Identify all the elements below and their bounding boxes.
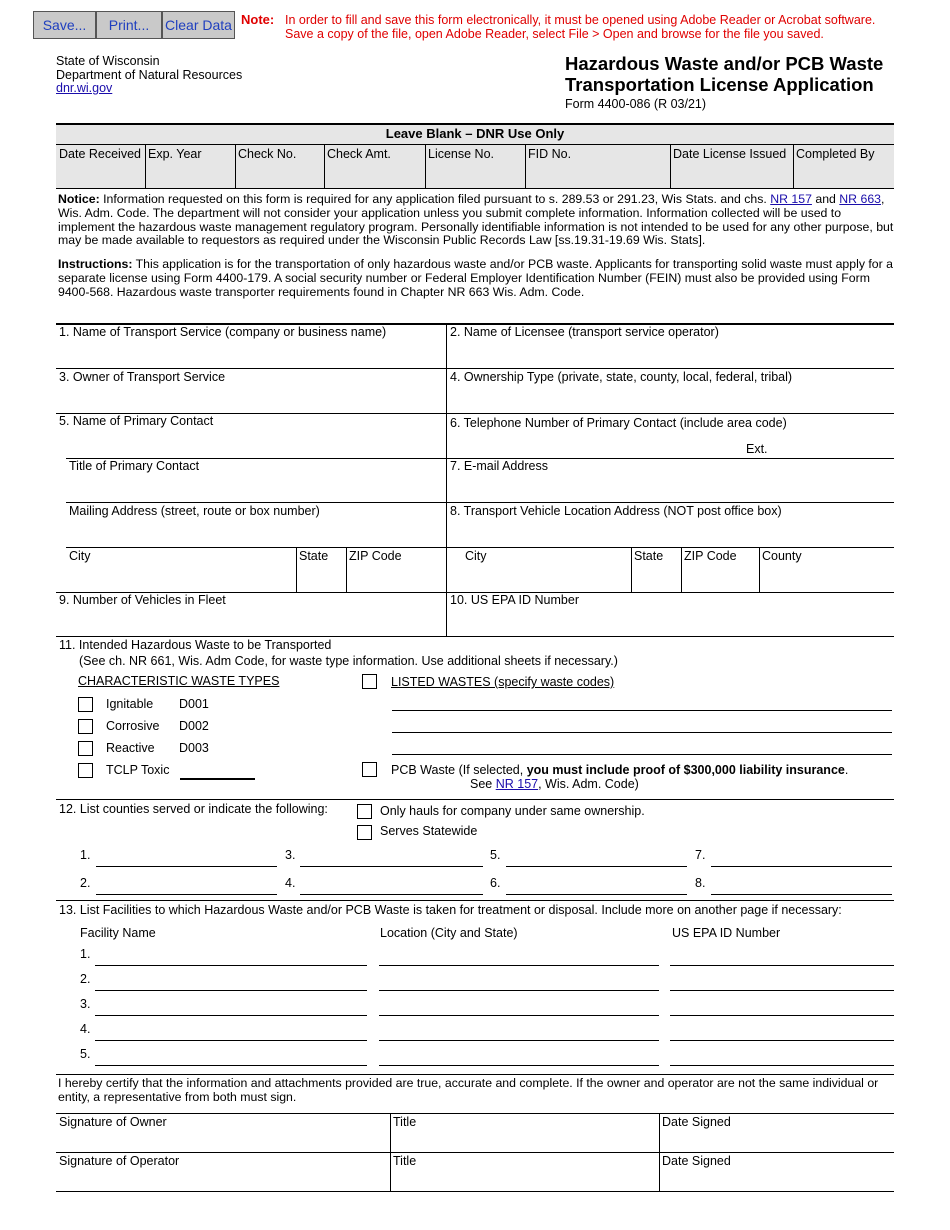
s13-title: 13. List Facilities to which Hazardous Waste and/or PCB Waste is taken for treatment or disposal. Include more on another page if necessary:	[59, 903, 842, 917]
same-ownership-checkbox[interactable]	[357, 804, 372, 819]
county-num: 6.	[490, 876, 501, 890]
county-input-1[interactable]	[96, 866, 277, 867]
tclp-toxic-code-input[interactable]	[180, 778, 255, 780]
facility-location-input-1[interactable]	[379, 965, 659, 966]
statewide-label: Serves Statewide	[380, 824, 478, 838]
operator-signature-field[interactable]: Signature of Operator	[59, 1154, 180, 1168]
operator-title-field[interactable]: Title	[393, 1154, 417, 1168]
mailing-zip-field[interactable]: ZIP Code	[349, 549, 402, 563]
notice-text-3: , Wis. Adm. Code. The department will not consider your application unless you submit complete information. Information collected will be used to implement the hazardous waste management regulatory program. Personally identifiable information is not intended to be used for any other purpose, but may be made available to requestors as required under the Wisconsin Public Records Law [ss.19.31-19.69 Wis. Stats].	[58, 192, 894, 248]
contact-title-field[interactable]: Title of Primary Contact	[69, 459, 200, 473]
instructions-paragraph	[58, 258, 894, 299]
owner-signature-field[interactable]: Signature of Owner	[59, 1115, 167, 1129]
reactive-code: D003	[179, 741, 209, 755]
transport-service-name-field[interactable]: 1. Name of Transport Service (company or business name)	[59, 325, 387, 339]
dnr-check-amt[interactable]: Check Amt.	[327, 147, 391, 161]
facility-name-input-5[interactable]	[95, 1065, 367, 1066]
email-field[interactable]: 7. E-mail Address	[450, 459, 548, 473]
agency-link[interactable]: dnr.wi.gov	[56, 81, 113, 95]
dnr-date-received[interactable]: Date Received	[59, 147, 141, 161]
listed-wastes-header: LISTED WASTES (specify waste codes)	[391, 675, 615, 689]
facility-epa-input-4[interactable]	[670, 1040, 894, 1041]
county-num: 7.	[695, 848, 706, 862]
facility-name-input-2[interactable]	[95, 990, 367, 991]
county-input-2[interactable]	[96, 894, 277, 895]
county-input-4[interactable]	[300, 894, 483, 895]
same-ownership-label: Only hauls for company under same ownership.	[380, 804, 645, 818]
dnr-use-header: Leave Blank – DNR Use Only	[385, 126, 565, 141]
listed-waste-line-3[interactable]	[392, 754, 892, 755]
notice-link-nr157[interactable]: NR 157	[770, 192, 812, 206]
owner-field[interactable]: 3. Owner of Transport Service	[59, 370, 226, 384]
facility-name-header: Facility Name	[80, 926, 156, 940]
form-title-line-2: Transportation License Application	[565, 74, 874, 95]
facility-location-header: Location (City and State)	[380, 926, 518, 940]
note-label: Note:	[241, 12, 275, 27]
facility-row-num: 3.	[80, 997, 91, 1011]
notice-text-1: Information requested on this form is required for any application filed pursuant to s. 289.53 or 291.23, Wis Stats. and chs.	[99, 192, 771, 206]
corrosive-label: Corrosive	[106, 719, 160, 733]
s11-title: 11. Intended Hazardous Waste to be Transported	[59, 638, 332, 652]
corrosive-checkbox[interactable]	[78, 719, 93, 734]
dnr-date-license-issued[interactable]: Date License Issued	[673, 147, 787, 161]
location-county-field[interactable]: County	[762, 549, 802, 563]
facility-row-num: 1.	[80, 947, 91, 961]
operator-date-field[interactable]: Date Signed	[662, 1154, 731, 1168]
owner-date-field[interactable]: Date Signed	[662, 1115, 731, 1129]
facility-name-input-3[interactable]	[95, 1015, 367, 1016]
listed-wastes-checkbox[interactable]	[362, 674, 377, 689]
notice-link-nr663[interactable]: NR 663	[839, 192, 881, 206]
notice-paragraph	[58, 193, 894, 248]
facility-row-num: 4.	[80, 1022, 91, 1036]
dnr-check-no[interactable]: Check No.	[238, 147, 297, 161]
certification-text: I hereby certify that the information and attachments provided are true, accurate and complete. If the owner and operator are not the same individual or entity, a representative from both must sign.	[58, 1076, 879, 1104]
facility-epa-input-1[interactable]	[670, 965, 894, 966]
listed-waste-line-1[interactable]	[392, 710, 892, 711]
facility-location-input-3[interactable]	[379, 1015, 659, 1016]
facility-row-num: 2.	[80, 972, 91, 986]
s12-title: 12. List counties served or indicate the following:	[59, 802, 328, 816]
epa-id-field[interactable]: 10. US EPA ID Number	[450, 593, 579, 607]
ignitable-label: Ignitable	[106, 697, 154, 711]
facility-epa-id-header: US EPA ID Number	[672, 926, 781, 940]
pcb-link-nr157[interactable]: NR 157	[495, 777, 539, 791]
county-num: 1.	[80, 848, 91, 862]
save-button[interactable]: Save...	[33, 11, 96, 39]
location-state-field[interactable]: State	[634, 549, 664, 563]
dnr-fid-no[interactable]: FID No.	[528, 147, 572, 161]
facility-location-input-4[interactable]	[379, 1040, 659, 1041]
county-input-7[interactable]	[711, 866, 892, 867]
county-num: 8.	[695, 876, 706, 890]
statewide-checkbox[interactable]	[357, 825, 372, 840]
county-num: 2.	[80, 876, 91, 890]
listed-waste-line-2[interactable]	[392, 732, 892, 733]
form-title	[565, 53, 883, 95]
facility-epa-input-5[interactable]	[670, 1065, 894, 1066]
form-number: Form 4400-086 (R 03/21)	[565, 97, 707, 111]
instructions-label: Instructions:	[58, 257, 133, 271]
facility-epa-input-3[interactable]	[670, 1015, 894, 1016]
dnr-exp-year[interactable]: Exp. Year	[148, 147, 202, 161]
facility-row-num: 5.	[80, 1047, 91, 1061]
pcb-see-line: See NR 157, Wis. Adm. Code)	[470, 777, 639, 791]
clear-data-button[interactable]: Clear Data	[162, 11, 235, 39]
mailing-state-field[interactable]: State	[299, 549, 329, 563]
location-city-field[interactable]: City	[465, 549, 487, 563]
facility-epa-input-2[interactable]	[670, 990, 894, 991]
agency-block	[56, 55, 242, 96]
agency-dept: Department of Natural Resources	[56, 67, 243, 82]
facility-location-input-5[interactable]	[379, 1065, 659, 1066]
ownership-type-field[interactable]: 4. Ownership Type (private, state, county, local, federal, tribal)	[450, 370, 793, 384]
facility-location-input-2[interactable]	[379, 990, 659, 991]
pcb-waste-checkbox[interactable]	[362, 762, 377, 777]
notice-label: Notice:	[58, 192, 100, 206]
note-line-2: Save a copy of the file, open Adobe Reader, select File > Open and browse for the file you saved.	[285, 27, 824, 41]
agency-state: State of Wisconsin	[56, 54, 160, 68]
dnr-license-no[interactable]: License No.	[428, 147, 495, 161]
primary-contact-name-field[interactable]: 5. Name of Primary Contact	[59, 414, 214, 428]
vehicles-in-fleet-field[interactable]: 9. Number of Vehicles in Fleet	[59, 593, 226, 607]
reactive-label: Reactive	[106, 741, 155, 755]
county-input-3[interactable]	[300, 866, 483, 867]
s11-subtitle: (See ch. NR 661, Wis. Adm Code, for waste type information. Use additional sheets if necessary.)	[79, 654, 618, 668]
county-input-5[interactable]	[506, 866, 687, 867]
county-input-8[interactable]	[711, 894, 892, 895]
mailing-address-field[interactable]: Mailing Address (street, route or box number)	[69, 504, 320, 518]
form-title-line-1: Hazardous Waste and/or PCB Waste	[565, 53, 884, 74]
county-num: 5.	[490, 848, 501, 862]
location-zip-field[interactable]: ZIP Code	[684, 549, 737, 563]
corrosive-code: D002	[179, 719, 209, 733]
county-input-6[interactable]	[506, 894, 687, 895]
facility-name-input-4[interactable]	[95, 1040, 367, 1041]
ignitable-checkbox[interactable]	[78, 697, 93, 712]
note-line-1: In order to fill and save this form electronically, it must be opened using Adobe Reader or Acrobat software.	[285, 13, 876, 27]
reactive-checkbox[interactable]	[78, 741, 93, 756]
characteristic-waste-header: CHARACTERISTIC WASTE TYPES	[78, 674, 280, 688]
vehicle-location-address-field[interactable]: 8. Transport Vehicle Location Address (NOT post office box)	[450, 504, 782, 518]
phone-ext-field[interactable]: Ext.	[746, 442, 768, 456]
notice-text-2: and	[811, 192, 840, 206]
print-button[interactable]: Print...	[96, 11, 162, 39]
instructions-text: This application is for the transportation of only hazardous waste and/or PCB waste. Applicants for transporting solid waste must apply for a separate license using Form 4400-179. A social security number or Federal Employer Identification Number (FEIN) must also be provided using Form 9400-568. Hazardous waste transporter requirements found in Chapter NR 663 Wis. Adm. Code.	[58, 257, 893, 299]
mailing-city-field[interactable]: City	[69, 549, 91, 563]
ignitable-code: D001	[179, 697, 209, 711]
tclp-toxic-label: TCLP Toxic	[106, 763, 170, 777]
tclp-toxic-checkbox[interactable]	[78, 763, 93, 778]
owner-title-field[interactable]: Title	[393, 1115, 417, 1129]
primary-contact-phone-field[interactable]: 6. Telephone Number of Primary Contact (include area code)	[450, 416, 787, 430]
dnr-completed-by[interactable]: Completed By	[796, 147, 875, 161]
facility-name-input-1[interactable]	[95, 965, 367, 966]
licensee-name-field[interactable]: 2. Name of Licensee (transport service operator)	[450, 325, 719, 339]
county-num: 4.	[285, 876, 296, 890]
county-num: 3.	[285, 848, 296, 862]
pcb-waste-label: PCB Waste (If selected, you must include proof of $300,000 liability insurance.	[391, 763, 849, 777]
